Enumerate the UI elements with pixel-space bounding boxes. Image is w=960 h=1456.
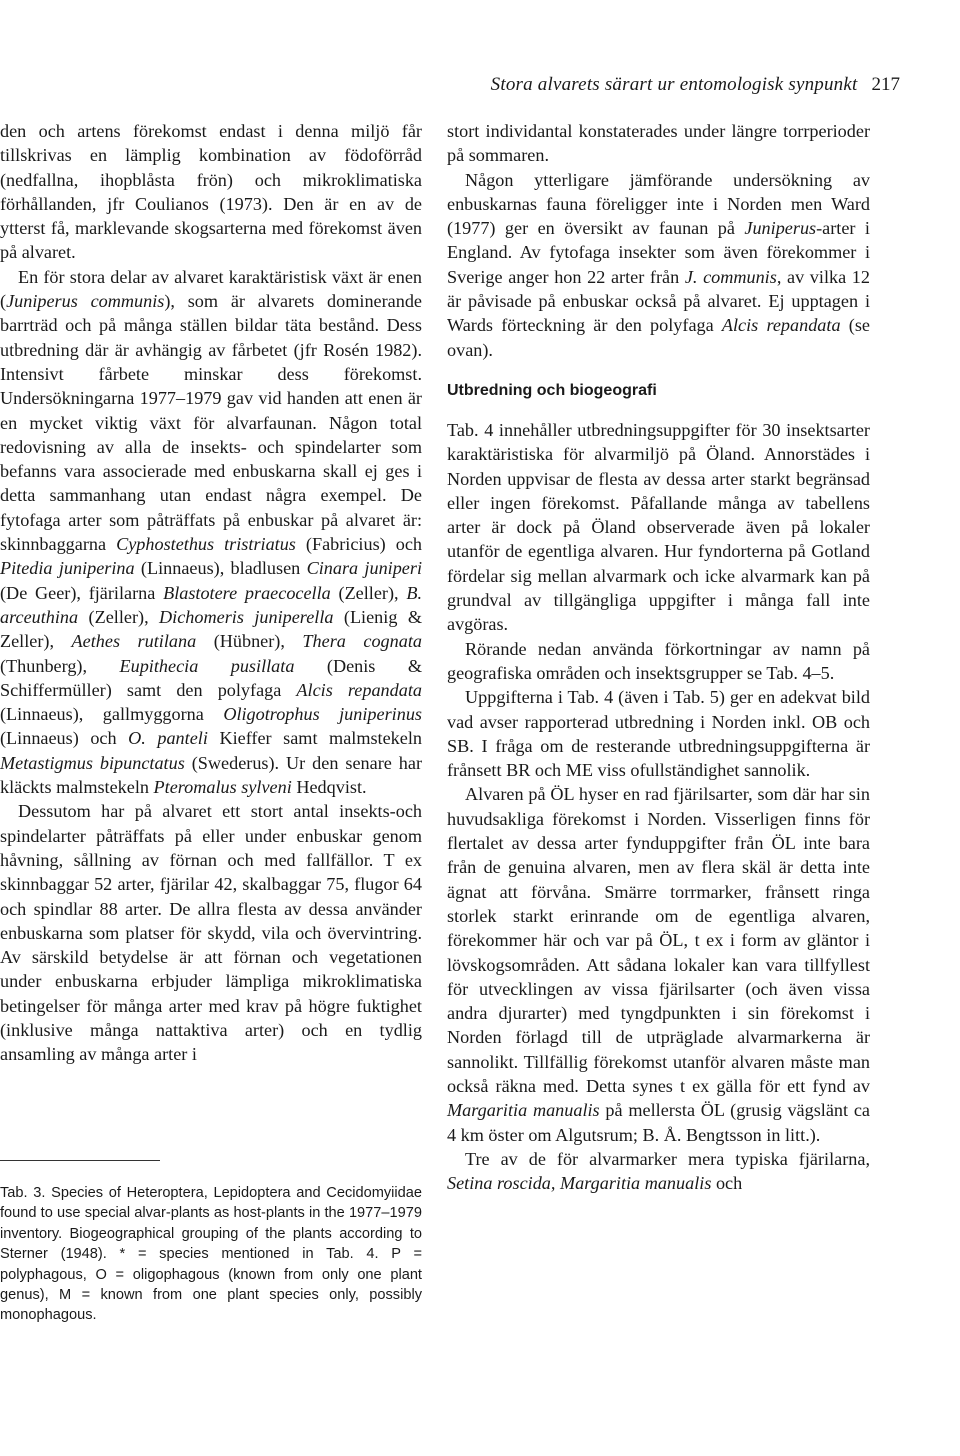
paragraph: stort individantal konstaterades under längre torrperioder på sommaren.: [447, 121, 870, 166]
section-heading: Utbredning och biogeografi: [447, 381, 657, 399]
table-caption: Tab. 3. Species of Heteroptera, Lepidoptera and Cecidomyiidae found to use special alvar-plants as host-plants in the 1977–1979 inventory. Biogeographical grouping of the plants according to Sterner (1948). * = species mentioned in Tab. 4. P = polyphagous, O = oligophagous (known from only one plant genus), M = known from one plant species only, possibly monophagous.: [0, 1185, 422, 1324]
paragraph: den och artens förekomst endast i denna miljö får tillskrivas en lämplig kombination av födoförråd (nedfallna, ihopblåsta frön) och mikroklimatiska förhållanden, jfr Coulianos (1973). Den är en av de ytterst få, marklevande skogsarterna med förekomst även på alvaret.: [0, 121, 422, 263]
running-title: Stora alvarets särart ur entomologisk synpunkt: [490, 74, 858, 95]
paragraph: Tab. 4 innehåller utbredningsuppgifter för 30 insektsarter karaktäristiska för alvarmiljö på Öland. Annorstädes i Norden uppvisar de flesta av dessa arter starkt begränsad eller ingen förekomst. Påfallande många av tabellens arter är dock på Öland observerade även på lokaler utanför de egentliga alvaren. Hur fyndorterna på Gotland fördelar sig mellan alvarmark och icke alvarmark kan på grundval av tillgängliga uppgifter i många fall inte avgöras.: [447, 419, 870, 635]
paragraph: Rörande nedan använda förkortningar av namn på geografiska områden och insektsgrupper se Tab. 4–5.: [447, 638, 870, 683]
running-header: [0, 74, 900, 96]
paragraph: Uppgifterna i Tab. 4 (även i Tab. 5) ger en adekvat bild vad avser rapporterad utbredning i Norden inkl. OB och SB. I fråga om de resterande utbredningsuppgifterna är frånsett BR och ME viss ofullständighet sannolik.: [447, 687, 870, 781]
page-number: 217: [871, 74, 900, 95]
left-column: [0, 119, 422, 1067]
paragraph: Dessutom har på alvaret ett stort antal insekts-och spindelarter påträffats på eller under enbuskar genom håvning, sållning av förnan och med fallfällor. T ex skinnbaggar 52 arter, fjärilar 42, skalbaggar 75, flugor 64 och spindlar 88 arter. De allra flesta av dessa använder enbuskarna som platser för skydd, vila och övervintring. Av särskild betydelse är att förnan och vegetationen under enbuskarna erbjuder lämpliga mikroklimatiska betingelser för många arter med krav på högre fuktighet (inklusive många nattaktiva arter) och en tydlig ansamling av många arter i: [0, 801, 422, 1065]
paragraph: Tre av de för alvarmarker mera typiska fjärilarna, Setina roscida, Margaritia manualis och: [447, 1148, 870, 1194]
right-column: [447, 119, 870, 1195]
paragraph: Alvaren på ÖL hyser en rad fjärilsarter, som där har sin huvudsakliga förekomst i Norden. Visserligen finns för flertalet av dessa arter fynduppgifter från ÖL inte bara från de genuina alvaren, men av flera skäl är detta inte ägnat att förvåna. Smärre torrmarker, frånsett ringa storlek starkt erinrande om de egentliga alvaren, förekommer här och var på ÖL, t ex i form av gläntor i lövskogsområden. Att sådana lokaler kan vara tillfyllest för utvecklingen av vissa fjärilsarter (och även vissa andra djurarter) med tyngdpunkten i sin förekomst i Norden förlagd till de utpräglade alvarmarkerna är sannolikt. Tillfällig förekomst utanför alvaren måste man också räkna med. Detta synes t ex gälla för ett fynd av Margaritia manualis på mellersta ÖL (grusig vägslänt ca 4 km öster om Algutsrum; B. Å. Bengtsson in litt.).: [447, 784, 870, 1145]
paragraph: En för stora delar av alvaret karaktäristisk växt är enen (Juniperus communis), som är alvarets dominerande barrträd och på många ställen bildar täta bestånd. Dess utbredning där är avhängig av fårbetet (jfr Rosén 1982). Intensivt fårbete minskar dess förekomst. Undersökningarna 1977–1979 gav vid handen att enen är en mycket viktig växt för alvarfaunan. Någon total redovisning av alla de insekts- och spindelarter som befanns vara associerade med enbuskarna skall ej ges i detta sammanhang utan endast några exempel. De fytofaga arter som påträffats på enbuskar på alvaret är: skinnbaggarna Cyphostethus tristriatus (Fabricius) och Pitedia juniperina (Linnaeus), bladlusen Cinara juniperi (De Geer), fjärilarna Blastotere praecocella (Zeller), B. arceuthina (Zeller), Dichomeris juniperella (Lienig & Zeller), Aethes rutilana (Hübner), Thera cognata (Thunberg), Eupithecia pusillata (Denis & Schiffermüller) samt den polyfaga Alcis repandata (Linnaeus), gallmyggorna Oligotrophus juniperinus (Linnaeus) och O. panteli Kieffer samt malmstekeln Metastigmus bipunctatus (Swederus). Ur den senare har kläckts malmstekeln Pteromalus sylveni Hedqvist.: [0, 266, 423, 798]
paragraph: Någon ytterligare jämförande undersökning av enbuskarnas fauna föreligger inte i Norden men Ward (1977) ger en översikt av faunan på Juniperus-arter i England. Av fytofaga insekter som även förekommer i Sverige anger hon 22 arter från J. communis, av vilka 12 är påvisade på enbuskar också på alvaret. Ej upptagen i Wards förteckning är den polyfaga Alcis repandata (se ovan).: [447, 169, 870, 360]
footnote-divider: [0, 1160, 160, 1161]
